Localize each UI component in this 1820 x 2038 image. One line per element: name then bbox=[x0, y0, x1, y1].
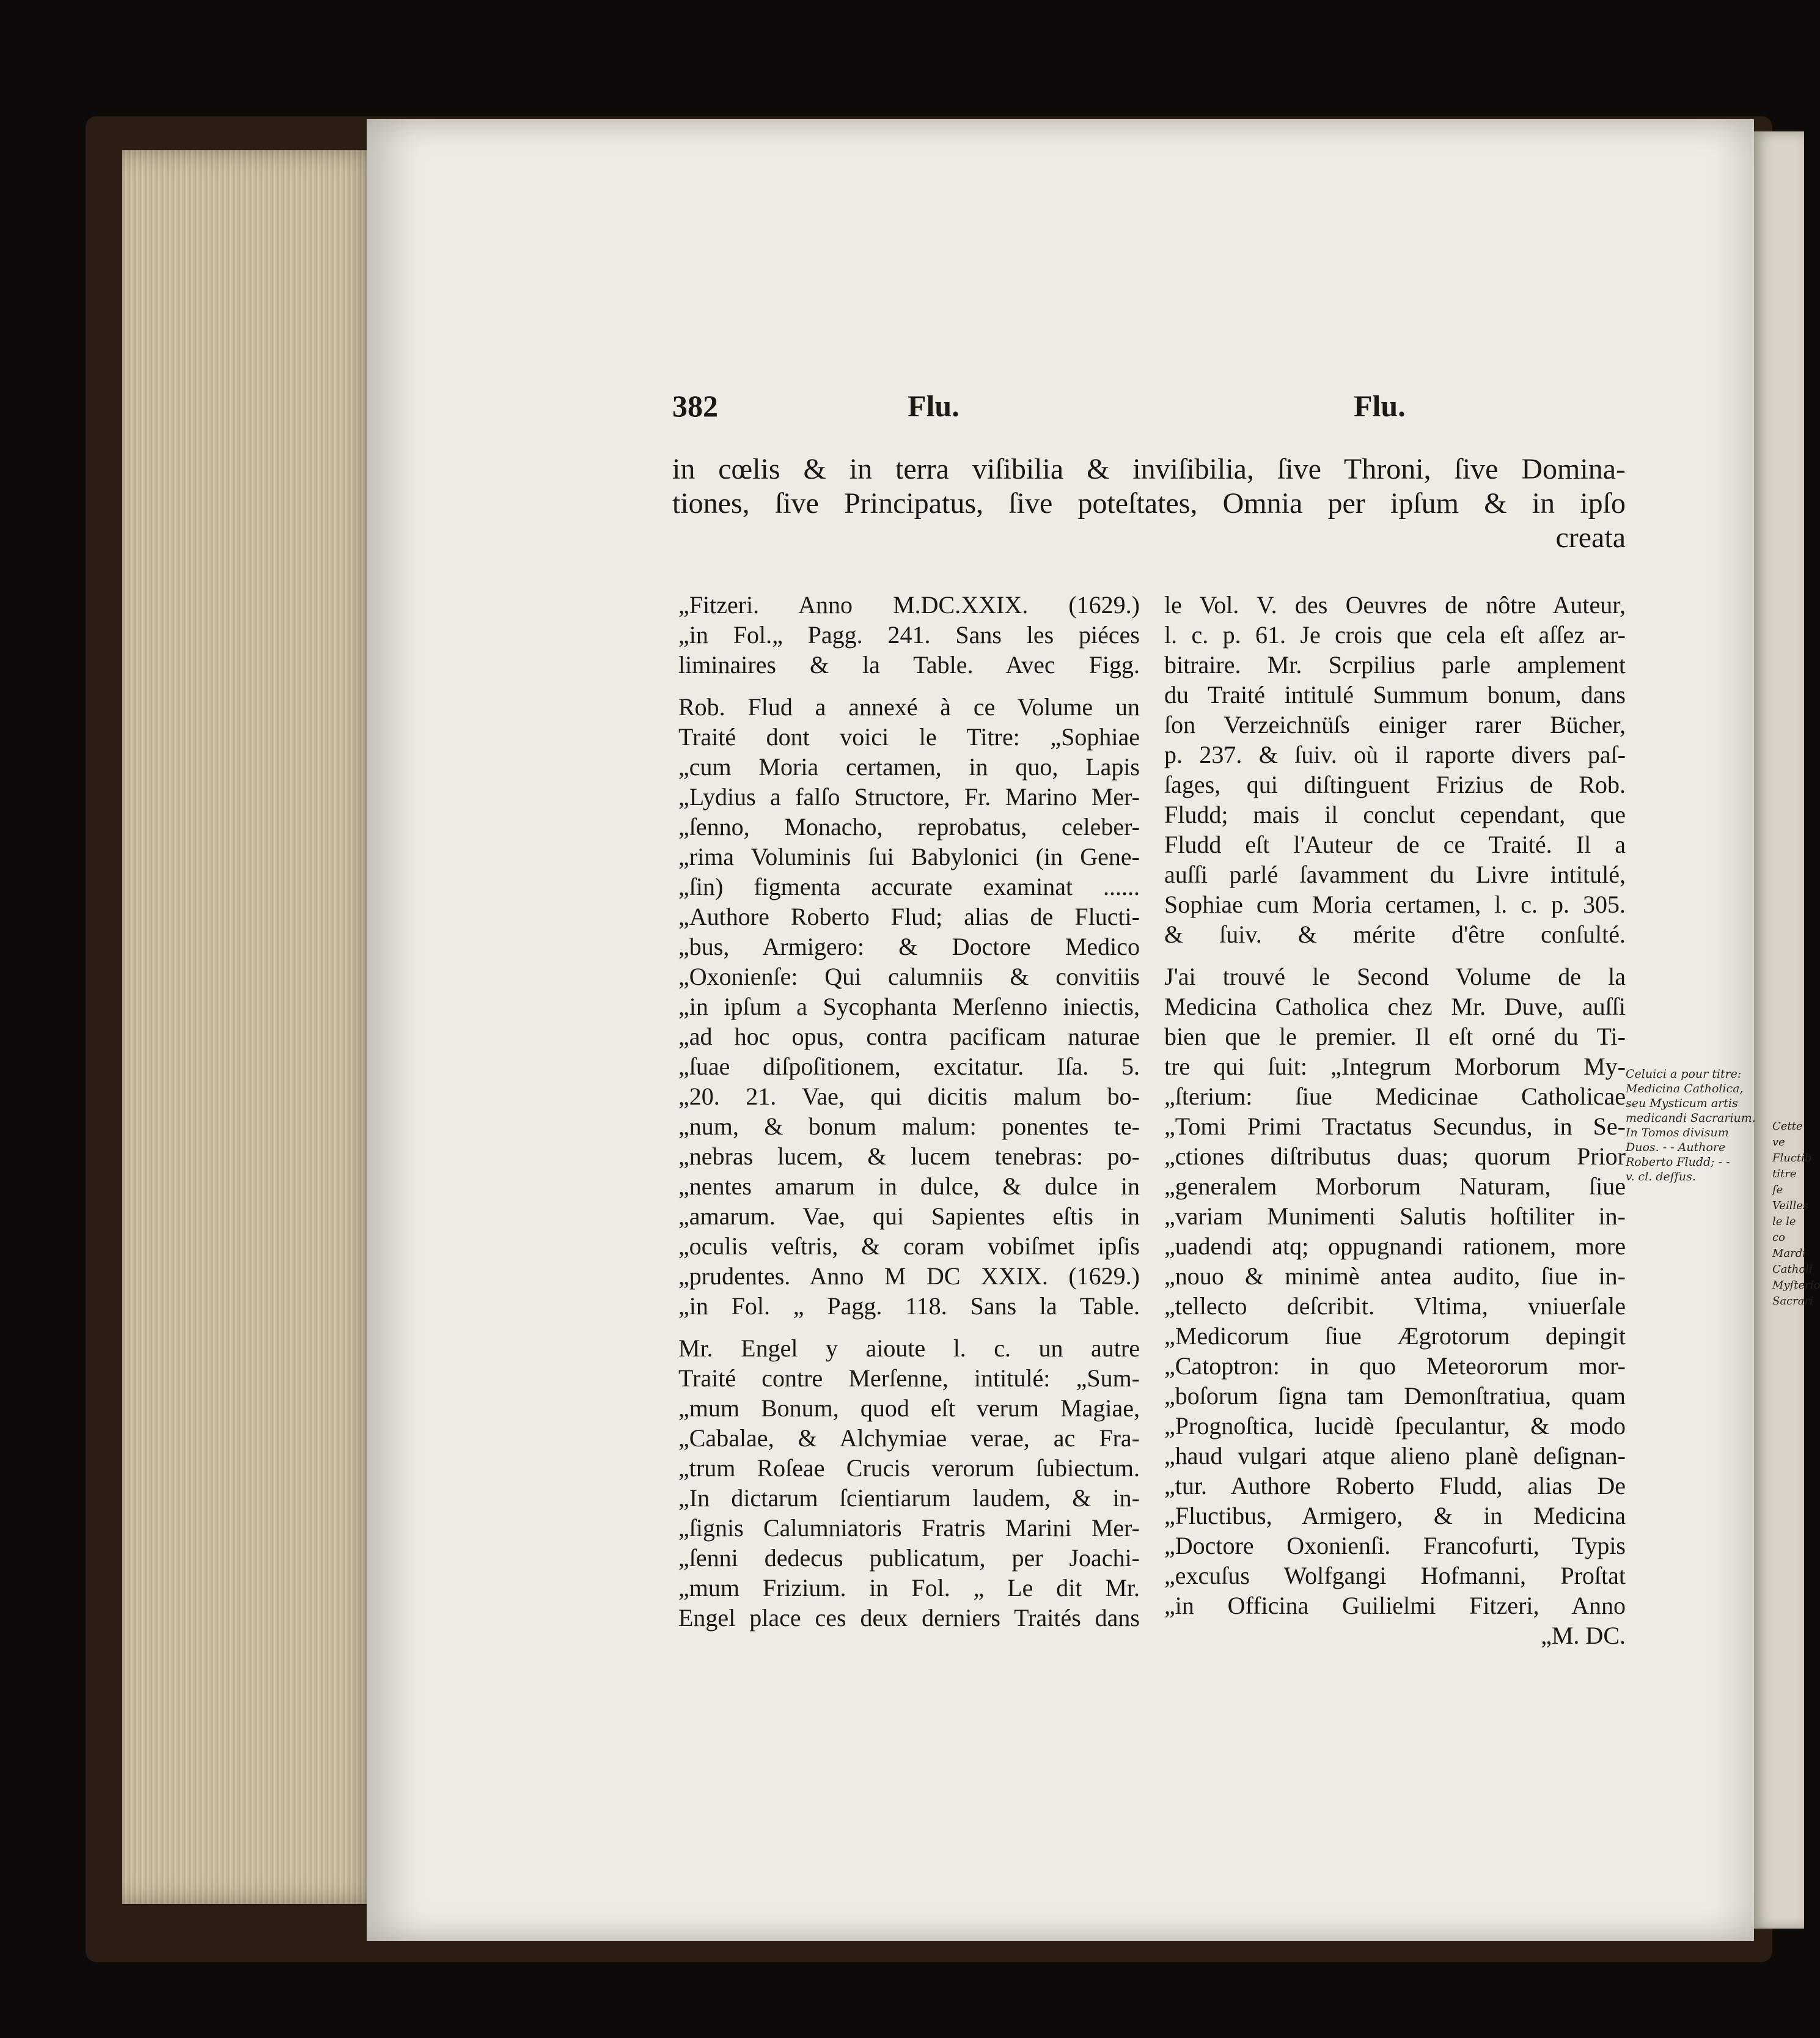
next-page-edge bbox=[1754, 131, 1820, 1929]
top-line: tiones, ſive Principatus, ſive poteſtates, Omnia per ipſum & in ipſo bbox=[672, 487, 1626, 520]
text-line: Medicina Catholica chez Mr. Duve, auſſi bbox=[1164, 993, 1626, 1020]
text-line: „ſignis Calumniatoris Fratris Marini Mer- bbox=[678, 1514, 1140, 1542]
top-lines bbox=[672, 452, 1626, 555]
text-line: „rima Voluminis ſui Babylonici (in Gene- bbox=[678, 843, 1140, 870]
right-running-head: Flu. bbox=[1354, 389, 1406, 423]
text-line: „boſorum ſigna tam Demonſtratiua, quam bbox=[1164, 1382, 1626, 1410]
next-page-note-line: Veilles bbox=[1772, 1199, 1809, 1212]
text-line: „In dictarum ſcientiarum laudem, & in- bbox=[678, 1484, 1140, 1512]
text-line: J'ai trouvé le Second Volume de la bbox=[1164, 963, 1626, 990]
text-line: ſon Verzeichnüſs einiger rarer Bücher, bbox=[1164, 711, 1626, 738]
text-line: „num, & bonum malum: ponentes te- bbox=[678, 1113, 1140, 1140]
text-line: & ſuiv. & mérite d'être conſulté. bbox=[1164, 921, 1626, 948]
margin-note-line: v. cl. deſſus. bbox=[1626, 1170, 1696, 1183]
text-line: „bus, Armigero: & Doctore Medico bbox=[678, 933, 1140, 960]
left-running-head: Flu. bbox=[908, 389, 960, 423]
book-page bbox=[367, 119, 1754, 1941]
text-line: „in Fol.„ Pagg. 241. Sans les piéces bbox=[678, 621, 1140, 649]
text-line: „ctiones diſtributus duas; quorum Prior bbox=[1164, 1142, 1626, 1170]
text-line: „Prognoſtica, lucidè ſpeculantur, & modo bbox=[1164, 1412, 1626, 1440]
text-line: „Lydius a falſo Structore, Fr. Marino Mer- bbox=[678, 783, 1140, 811]
text-line: „in ipſum a Sycophanta Merſenno iniectis, bbox=[678, 993, 1140, 1020]
margin-note-line: In Tomos divisum bbox=[1626, 1126, 1729, 1139]
text-line: „Cabalae, & Alchymiae verae, ac Fra- bbox=[678, 1424, 1140, 1452]
text-line: Traité dont voici le Titre: „Sophiae bbox=[678, 723, 1140, 751]
text-line: „nebras lucem, & lucem tenebras: po- bbox=[678, 1142, 1140, 1170]
text-line: „prudentes. Anno M DC XXIX. (1629.) bbox=[678, 1262, 1140, 1290]
margin-note-line: Medicina Catholica, bbox=[1626, 1082, 1744, 1095]
text-line: „mum Bonum, quod eſt verum Magiae, bbox=[678, 1394, 1140, 1422]
text-line: „oculis veſtris, & coram vobiſmet ipſis bbox=[678, 1232, 1140, 1260]
margin-note-line: Duos. - - Authore bbox=[1626, 1141, 1726, 1154]
text-line: „tur. Authore Roberto Fludd, alias De bbox=[1164, 1472, 1626, 1499]
next-page-note-line: Fluctib bbox=[1772, 1152, 1812, 1164]
text-line: „ſuae diſpoſitionem, excitatur. Iſa. 5. bbox=[678, 1053, 1140, 1080]
text-line: le Vol. V. des Oeuvres de nôtre Auteur, bbox=[1164, 591, 1626, 619]
text-line: „variam Munimenti Salutis hoſtiliter in- bbox=[1164, 1202, 1626, 1230]
text-line: „cum Moria certamen, in quo, Lapis bbox=[678, 753, 1140, 781]
text-line: Engel place ces deux derniers Traités dans bbox=[678, 1604, 1140, 1632]
margin-note-line: Roberto Fludd; - - bbox=[1626, 1155, 1730, 1169]
text-line: „tellecto deſcribit. Vltima, vniuerſale bbox=[1164, 1292, 1626, 1320]
text-line: „trum Roſeae Crucis verorum ſubiectum. bbox=[678, 1454, 1140, 1482]
text-line: „nouo & minimè antea audito, ſiue in- bbox=[1164, 1262, 1626, 1290]
text-line: l. c. p. 61. Je crois que cela eſt aſſez ar- bbox=[1164, 621, 1626, 649]
text-line: „Fitzeri. Anno M.DC.XXIX. (1629.) bbox=[678, 591, 1140, 619]
paragraph-gap bbox=[678, 1321, 1140, 1333]
text-line: „M. DC. bbox=[1541, 1622, 1626, 1649]
next-page-note-line: Mardi bbox=[1772, 1247, 1807, 1260]
margin-note-line: Celuici a pour titre: bbox=[1626, 1067, 1742, 1081]
text-line: „ſenni dedecus publicatum, per Joachi- bbox=[678, 1544, 1140, 1572]
text-line: „generalem Morborum Naturam, ſiue bbox=[1164, 1172, 1626, 1200]
top-line: creata bbox=[1555, 521, 1626, 554]
text-line: „Catoptron: in quo Meteororum mor- bbox=[1164, 1352, 1626, 1380]
paragraph-gap bbox=[678, 680, 1140, 692]
text-line: „Oxonienſe: Qui calumniis & convitiis bbox=[678, 963, 1140, 990]
text-line: „excuſus Wolfgangi Hofmanni, Proſtat bbox=[1164, 1562, 1626, 1589]
next-page-note-line: Cette ve bbox=[1772, 1120, 1803, 1149]
page-edges bbox=[122, 150, 379, 1904]
text-line: „in Officina Guilielmi Fitzeri, Anno bbox=[1164, 1592, 1626, 1619]
text-line: bien que le premier. Il eſt orné du Ti- bbox=[1164, 1023, 1626, 1050]
text-line: liminaires & la Table. Avec Figg. bbox=[678, 651, 1140, 679]
text-line: „uadendi atq; oppugnandi rationem, more bbox=[1164, 1232, 1626, 1260]
paragraph-gap bbox=[1164, 949, 1626, 962]
text-line: bitraire. Mr. Scrpilius parle amplement bbox=[1164, 651, 1626, 679]
text-line: „amarum. Vae, qui Sapientes eſtis in bbox=[678, 1202, 1140, 1230]
text-line: „Tomi Primi Tractatus Secundus, in Se- bbox=[1164, 1113, 1626, 1140]
next-page-margin-note bbox=[1772, 1119, 1820, 1309]
text-line: tre qui ſuit: „Integrum Morborum My- bbox=[1164, 1053, 1626, 1080]
text-line: auſſi parlé ſavamment du Livre intitulé, bbox=[1164, 861, 1626, 888]
margin-note-line: medicandi Sacrarium. bbox=[1626, 1111, 1756, 1125]
next-page-note-line: titre ſe bbox=[1772, 1168, 1797, 1196]
left-column bbox=[678, 590, 1140, 1633]
next-page-note-line: Catholi bbox=[1772, 1263, 1813, 1276]
text-line: Rob. Flud a annexé à ce Volume un bbox=[678, 693, 1140, 721]
text-line: Fludd; mais il conclut cependant, que bbox=[1164, 801, 1626, 828]
next-page-note-line: Sacrari bbox=[1772, 1295, 1813, 1308]
text-line: Sophiae cum Moria certamen, l. c. p. 305. bbox=[1164, 891, 1626, 918]
text-line: „Fluctibus, Armigero, & in Medicina bbox=[1164, 1502, 1626, 1529]
text-line: „20. 21. Vae, qui dicitis malum bo- bbox=[678, 1083, 1140, 1110]
text-line: Fludd eſt l'Auteur de ce Traité. Il a bbox=[1164, 831, 1626, 858]
right-column bbox=[1164, 590, 1626, 1650]
text-line: Mr. Engel y aioute l. c. un autre bbox=[678, 1334, 1140, 1362]
text-line: „Doctore Oxonienſi. Francofurti, Typis bbox=[1164, 1532, 1626, 1559]
text-line: „nentes amarum in dulce, & dulce in bbox=[678, 1172, 1140, 1200]
text-line: Traité contre Merſenne, intitulé: „Sum- bbox=[678, 1364, 1140, 1392]
margin-note-line: seu Mysticum artis bbox=[1626, 1097, 1738, 1110]
text-line: „mum Frizium. in Fol. „ Le dit Mr. bbox=[678, 1574, 1140, 1602]
text-line: du Traité intitulé Summum bonum, dans bbox=[1164, 681, 1626, 708]
handwritten-margin-note bbox=[1626, 1067, 1760, 1184]
page-number: 382 bbox=[672, 389, 718, 423]
text-line: „in Fol. „ Pagg. 118. Sans la Table. bbox=[678, 1292, 1140, 1320]
text-line: „ſin) figmenta accurate examinat ...... bbox=[678, 873, 1140, 900]
text-line: „ſterium: ſiue Medicinae Catholicae bbox=[1164, 1083, 1626, 1110]
text-line: „ſenno, Monacho, reprobatus, celeber- bbox=[678, 813, 1140, 841]
text-line: „Medicorum ſiue Ægrotorum depingit bbox=[1164, 1322, 1626, 1350]
text-line: p. 237. & ſuiv. où il raporte divers paſ- bbox=[1164, 741, 1626, 768]
top-line: in cœlis & in terra viſibilia & inviſibilia, ſive Throni, ſive Domina- bbox=[672, 453, 1626, 485]
next-page-note-line: Myſterio bbox=[1772, 1279, 1820, 1292]
text-line: ſages, qui diſtinguent Frizius de Rob. bbox=[1164, 771, 1626, 798]
next-page-note-line: le le co bbox=[1772, 1215, 1796, 1244]
text-line: „haud vulgari atque alieno planè deſignan- bbox=[1164, 1442, 1626, 1470]
text-line: „ad hoc opus, contra pacificam naturae bbox=[678, 1023, 1140, 1050]
text-line: „Authore Roberto Flud; alias de Flucti- bbox=[678, 903, 1140, 930]
